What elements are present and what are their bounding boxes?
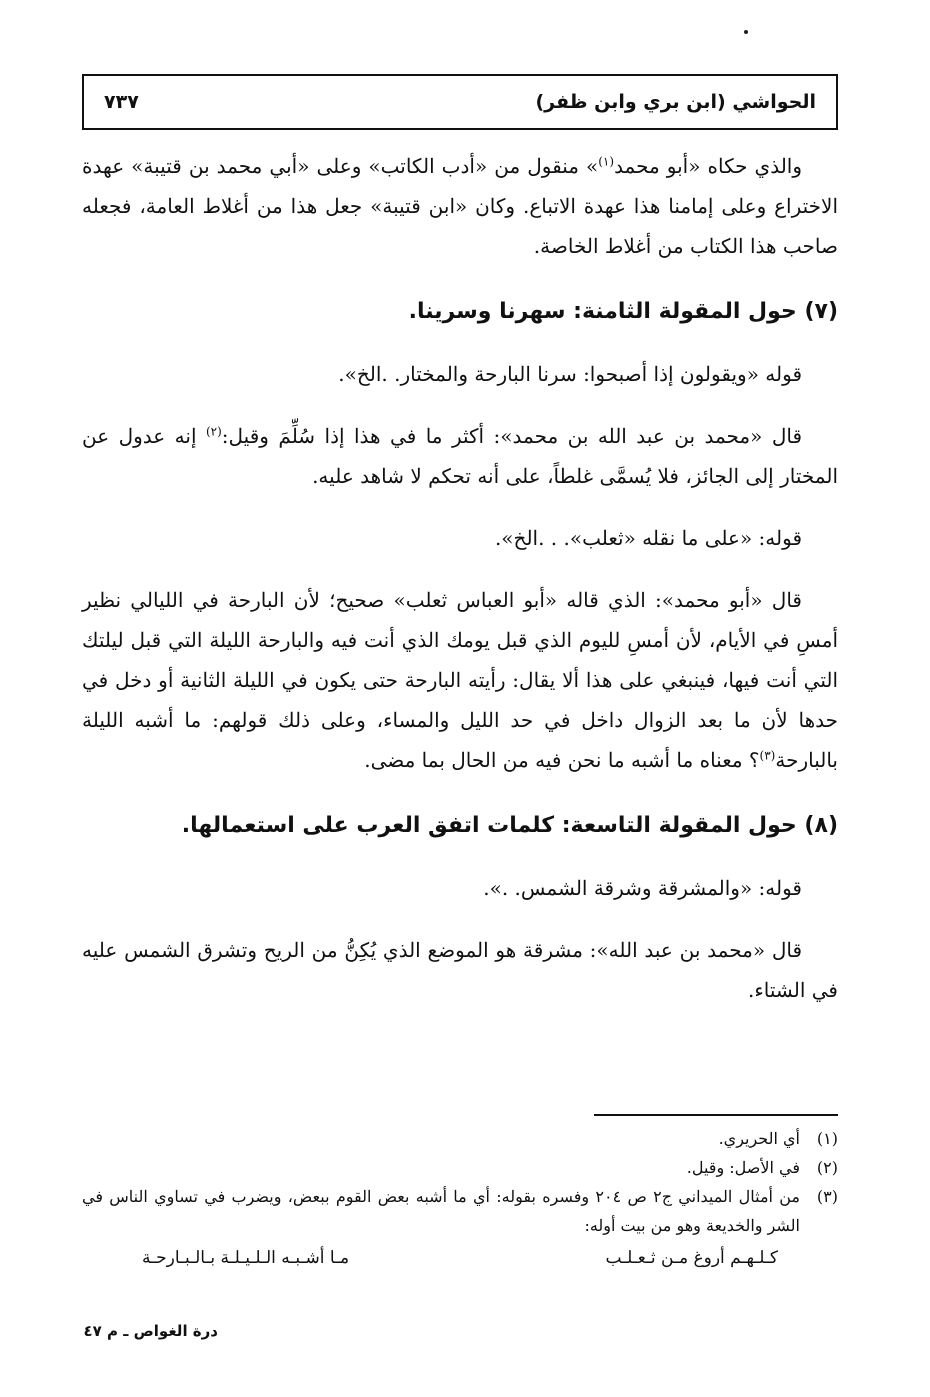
verse-hemistich-1: كـلـهـم أروغ مـن ثـعـلـب [605,1248,778,1268]
paragraph-4: قوله: «على ما نقله «ثعلب». . .الخ». [494,526,802,550]
paragraph-2: قوله «ويقولون إذا أصبحوا: سرنا البارحة والمختار. .الخ». [338,362,802,386]
page-speck [744,30,748,34]
footnote-2: (٢) في الأصل: وقيل. [686,1158,838,1177]
footnote-ref-2: (٢) [205,424,222,439]
page-number: ٧٣٧ [104,91,139,113]
footnote-separator [594,1114,838,1116]
paragraph-3: قال «محمد بن عبد الله بن محمد»: أكثر ما في هذا إذا سُلِّمَ وقيل:$^{(٢)}$ إنه عدول عن المختار إلى الجائز، فلا يُسمَّى غلطاً، على أنه تحكم لا شاهد عليه. [82,424,838,488]
footnote-ref-3: (٣) [759,748,776,763]
verse-hemistich-2: مـا أشـبـه الـلـيـلـة بـالـبـارحـة [142,1248,350,1268]
paragraph-1: والذي حكاه «أبو محمد$^{(١)}$» منقول من «أدب الكاتب» وعلى «أبي محمد بن قتيبة» عهدة الاختراع وعلى إمامنا هذا عهدة الاتباع. وكان «ابن قتيبة» جعل هذا من أغلاط العامة، فجعله صاحب هذا الكتاب من أغلاط الخاصة. [82,154,838,258]
footnote-1: (١) أي الحريري. [718,1129,838,1148]
paragraph-7: قال «محمد بن عبد الله»: مشرقة هو الموضع الذي يُكِنُّ من الريح وتشرق الشمس عليه في الشتاء. [82,938,838,1002]
footnotes [82,1124,838,1273]
footnote-3: (٣) من أمثال الميداني ج٢ ص ٢٠٤ وفسره بقوله: أي ما أشبه بعض القوم ببعض، ويضرب في تساوي الناس في الشر والخديعة وهو من بيت أوله: [82,1187,838,1235]
paragraph-6: قوله: «والمشرقة وشرقة الشمس. .». [483,876,802,900]
signature-footer: درة الغواص ـ م ٤٧ [83,1322,218,1340]
page-header [82,74,838,130]
running-title: الحواشي (ابن بري وابن ظفر) [535,91,816,113]
section-heading-7: (٧) حول المقولة الثامنة: سهرنا وسرينا. [408,299,838,324]
paragraph-5: قال «أبو محمد»: الذي قاله «أبو العباس ثعلب» صحيح؛ لأن البارحة في الليالي نظير أمسِ في الأيام، لأن أمسِ لليوم الذي قبل يومك الذي أنت فيه والبارحة الليلة التي قبل ليلتك التي أنت فيها، فينبغي على هذا ألا يقال: رأيته البارحة حتى يكون في الليلة الثانية أو دخل في حدها لأن ما بعد الزوال داخل في حد الليل والمساء، وعلى ذلك قولهم: ما أشبه الليلة بالبارحة$^{(٣)}$؟ معناه ما أشبه ما نحن فيه من الحال بما مضى. [82,588,838,772]
section-heading-8: (٨) حول المقولة التاسعة: كلمات اتفق العرب على استعمالها. [181,813,838,838]
footnote-ref-1: (١) [598,154,615,169]
main-text [82,146,838,1010]
verse-line [82,1244,838,1273]
